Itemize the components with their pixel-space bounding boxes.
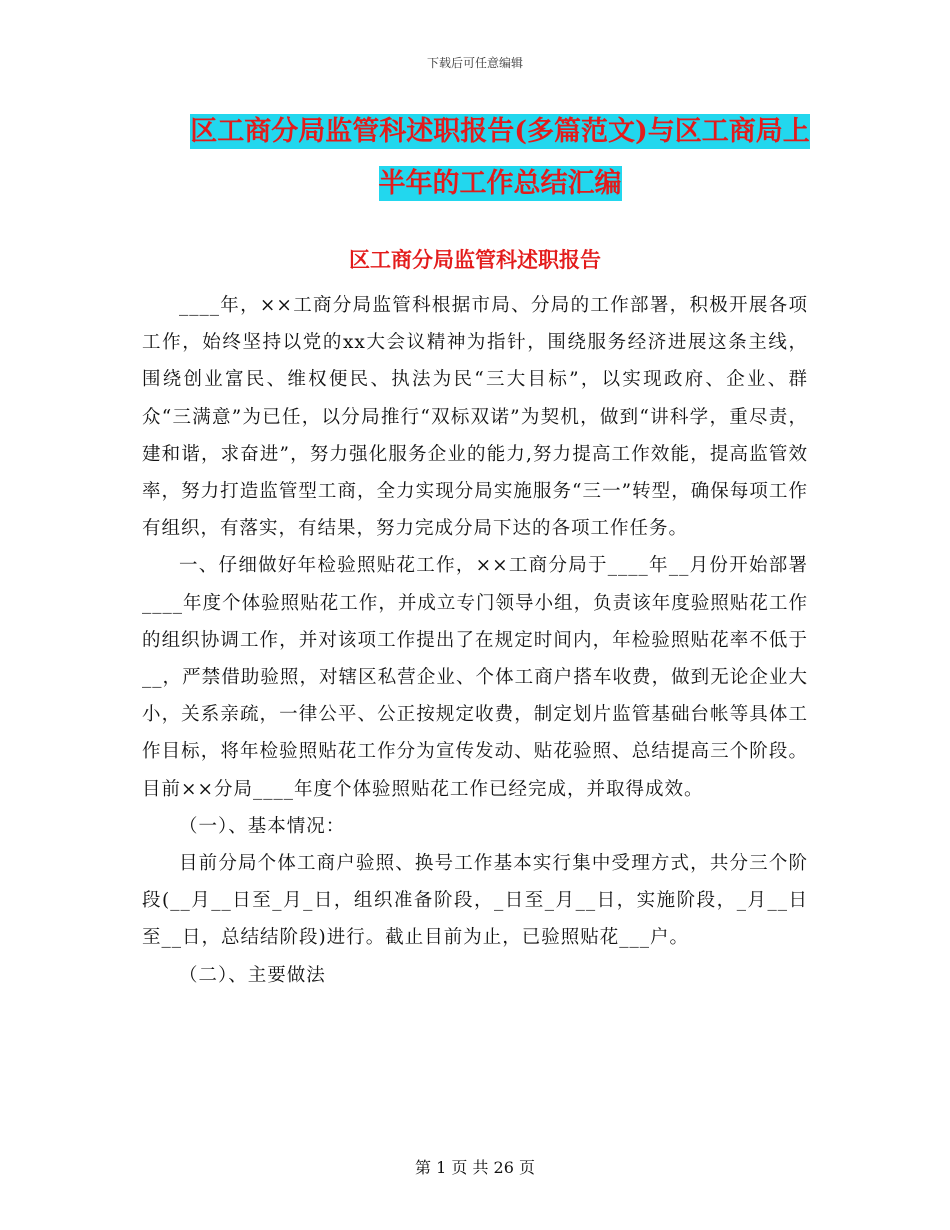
page-number: 第 1 页 共 26 页 (415, 1158, 535, 1177)
header-note: 下载后可任意编辑 (426, 56, 523, 70)
document-title-text: 区工商分局监管科述职报告(多篇范文)与区工商局上半年的工作总结汇编 (190, 116, 810, 199)
paragraph: （一）、基本情况： (179, 815, 346, 837)
section-title: 区工商分局监管科述职报告 (349, 247, 601, 272)
document-title (190, 106, 810, 210)
document-body (142, 287, 808, 994)
paragraph: 目前分局个体工商户验照、换号工作基本实行集中受理方式，共分三个阶段(__月__日至_月_日，组织准备阶段，_日至_月__日，实施阶段，_月__日至__日，总结结阶段)进行。截止目前为止，已验照贴花___户。 (142, 853, 808, 949)
paragraph: （二）、主要做法 (179, 964, 326, 986)
paragraph: 一、仔细做好年检验照贴花工作，××工商分局于____年__月份开始部署____年度个体验照贴花工作，并成立专门领导小组，负责该年度验照贴花工作的组织协调工作，并对该项工作提出了在规定时间内，年检验照贴花率不低于__，严禁借助验照，对辖区私营企业、个体工商户搭车收费，做到无论企业大小，关系亲疏，一律公平、公正按规定收费，制定划片监管基础台帐等具体工作目标，将年检验照贴花工作分为宣传发动、贴花验照、总结提高三个阶段。目前××分局____年度个体验照贴花工作已经完成，并取得成效。 (142, 555, 808, 800)
paragraph: ____年，××工商分局监管科根据市局、分局的工作部署，积极开展各项工作，始终坚持以党的xx大会议精神为指针，围绕服务经济进展这条主线，围绕创业富民、维权便民、执法为民“三大目标”，以实现政府、企业、群众“三满意”为已任，以分局推行“双标双诺”为契机，做到“讲科学，重尽责，建和谐，求奋进”，努力强化服务企业的能力,努力提高工作效能，提高监管效率，努力打造监管型工商，全力实现分局实施服务“三一”转型，确保每项工作有组织，有落实，有结果，努力完成分局下达的各项工作任务。 (142, 295, 808, 540)
